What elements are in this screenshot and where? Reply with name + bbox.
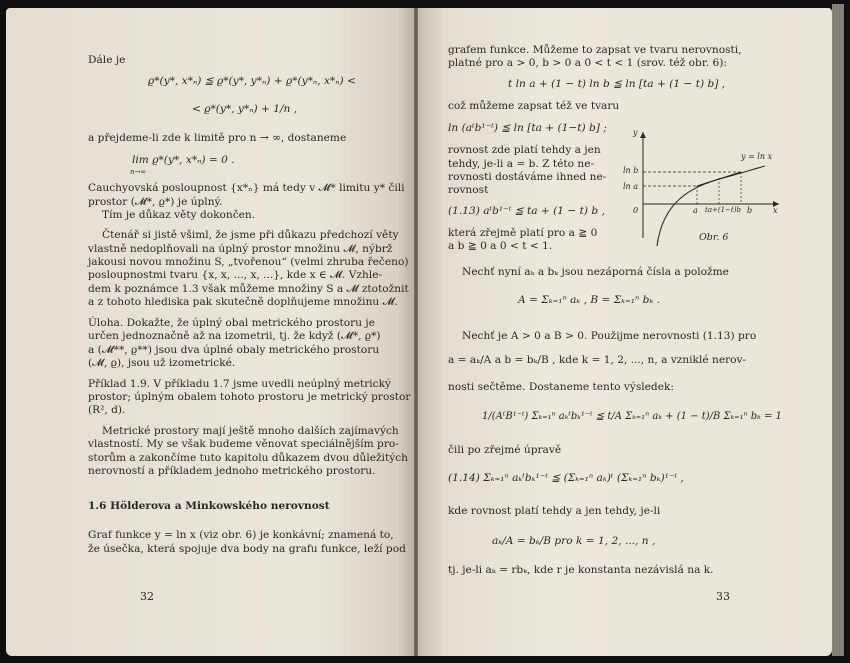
right-page [418, 8, 832, 656]
text-line: a přejdeme-li zde k limitě pro n → ∞, dostaneme [88, 132, 347, 144]
text-line: určen jednoznačně až na izometrii, tj. že když (𝓜*, ϱ*) [88, 330, 381, 342]
figure-6 [623, 128, 783, 248]
ln-b-label: ln b [623, 166, 639, 175]
b-label: b [747, 206, 753, 215]
equation-line: (1.13) aᵗb¹⁻ᵗ ≦ ta + (1 − t) b , [448, 205, 605, 217]
y-axis-arrow [640, 132, 646, 138]
text-line: vlastně nedoplňovali na úplný prostor množinu 𝓜, nýbrž [88, 243, 393, 255]
text-line: Nechť je A > 0 a B > 0. Použijme nerovnosti (1.13) pro [462, 330, 757, 342]
text-line: Nechť nyní aₖ a bₖ jsou nezáporná čísla a položme [462, 266, 729, 278]
equation-line: lim ϱ*(y*, x*ₙ) = 0 . [132, 154, 235, 166]
text-line: grafem funkce. Můžeme to zapsat ve tvaru nerovnosti, [448, 44, 742, 56]
equation-line: < ϱ*(y*, y*ₙ) + 1/n , [192, 103, 298, 115]
page-stack-edge [832, 4, 844, 656]
equation-line: A = Σₖ₌₁ⁿ aₖ , B = Σₖ₌₁ⁿ bₖ . [518, 294, 661, 306]
y-axis-label: y [633, 128, 638, 137]
text-line: platné pro a > 0, b > 0 a 0 < t < 1 (srov. též obr. 6): [448, 57, 727, 69]
text-line: storům a zakončíme tuto kapitolu důkazem dvou důležitých [88, 452, 408, 464]
text-line: a z tohoto hlediska pak skutečně doplňujeme množinu 𝓜. [88, 296, 398, 308]
text-line: tj. je-li aₖ = rbₖ, kde r je konstanta nezávislá na k. [448, 564, 714, 576]
text-line: prostor; úplným obalem tohoto prostoru je metrický prostor [88, 391, 411, 403]
page-number: 33 [716, 590, 730, 603]
text-line: Graf funkce y = ln x (viz obr. 6) je konkávní; znamená to, [88, 529, 394, 541]
text-line: rovnost zde platí tehdy a jen [448, 144, 601, 156]
text-line: a b ≧ 0 a 0 < t < 1. [448, 240, 553, 252]
curve-label: y = ln x [741, 152, 773, 161]
text-line: Tím je důkaz věty dokončen. [102, 209, 256, 221]
equation-line: ln (aᵗb¹⁻ᵗ) ≦ ln [ta + (1−t) b] ; [448, 122, 607, 134]
mid-label: ta+(1−t)b [705, 206, 741, 214]
page-number: 32 [140, 590, 154, 603]
text-line: rovnosti dostáváme ihned ne- [448, 171, 607, 183]
origin-label: 0 [633, 206, 639, 215]
x-axis-label: x [773, 206, 778, 215]
text-line: rovnost [448, 184, 489, 196]
equation-line: t ln a + (1 − t) ln b ≦ ln [ta + (1 − t) b] , [508, 78, 726, 90]
text-line: a = aₖ/A a b = bₖ/B , kde k = 1, 2, ..., n, a vzniklé nerov- [448, 354, 747, 366]
text-line: posloupnostmi tvaru {x, x, ..., x, ...}, kde x ∈ 𝓜. Vzhle- [88, 269, 383, 281]
text-line: čili po zřejmé úpravě [448, 444, 562, 456]
text-line: která zřejmě platí pro a ≧ 0 [448, 227, 598, 239]
figure-caption: Obr. 6 [699, 232, 729, 243]
section-heading: 1.6 Hölderova a Minkowského nerovnost [88, 500, 330, 512]
text-line: (R², d). [88, 404, 126, 416]
text-line: dem k poznámce 1.3 však můžeme množiny S a 𝓜 ztotožnit [88, 283, 409, 295]
left-page [6, 8, 414, 656]
a-label: a [693, 206, 698, 215]
text-line: (𝓜, ϱ), jsou už izometrické. [88, 357, 236, 369]
text-line: vlastností. My se však budeme věnovat speciálnějším pro- [88, 438, 399, 450]
text-line: Metrické prostory mají ještě mnoho dalších zajímavých [102, 425, 399, 437]
equation-subscript: n→∞ [130, 168, 147, 176]
text-line: nosti sečtěme. Dostaneme tento výsledek: [448, 381, 674, 393]
equation-line: (1.14) Σₖ₌₁ⁿ aₖᵗbₖ¹⁻ᵗ ≦ (Σₖ₌₁ⁿ aₖ)ᵗ (Σₖ₌₁ⁿ bₖ)¹⁻ᵗ , [448, 472, 684, 484]
ln-graph-diagram [623, 128, 783, 248]
text-line: Čtenář si jistě všiml, že jsme při důkazu předchozí věty [102, 229, 399, 241]
equation-line: aₖ/A = bₖ/B pro k = 1, 2, ..., n , [492, 535, 656, 547]
equation-line: ϱ*(y*, x*ₙ) ≦ ϱ*(y*, y*ₙ) + ϱ*(y*ₙ, x*ₙ) < [148, 75, 356, 87]
text-line: Cauchyovská posloupnost {x*ₙ} má tedy v 𝓜* limitu y* čili [88, 182, 405, 194]
text-line: což můžeme zapsat též ve tvaru [448, 100, 620, 112]
exercise-line: Úloha. Dokažte, že úplný obal metrického prostoru je [88, 317, 375, 329]
text-line: kde rovnost platí tehdy a jen tehdy, je-li [448, 505, 661, 517]
equation-line: 1/(AᵗB¹⁻ᵗ) Σₖ₌₁ⁿ aₖᵗbₖ¹⁻ᵗ ≦ t/A Σₖ₌₁ⁿ aₖ + (1 − t)/B Σₖ₌₁ⁿ bₖ = 1 [482, 411, 782, 422]
text-line: nerovností a příkladem jednoho metrického prostoru. [88, 465, 376, 477]
text-line: tehdy, je-li a = b. Z této ne- [448, 158, 595, 170]
example-line: Příklad 1.9. V příkladu 1.7 jsme uvedli neúplný metrický [88, 378, 392, 390]
text-line: a (𝓜**, ϱ**) jsou dva úplné obaly metrického prostoru [88, 344, 380, 356]
text-line: prostor (𝓜*, ϱ*) je úplný. [88, 196, 223, 208]
text-line: Dále je [88, 54, 126, 66]
ln-a-label: ln a [623, 182, 639, 191]
text-line: jakousi novou množinu S, „tvořenou“ (velmi zhruba řečeno) [88, 256, 409, 268]
text-line: že úsečka, která spojuje dva body na grafu funkce, leží pod [88, 543, 406, 555]
